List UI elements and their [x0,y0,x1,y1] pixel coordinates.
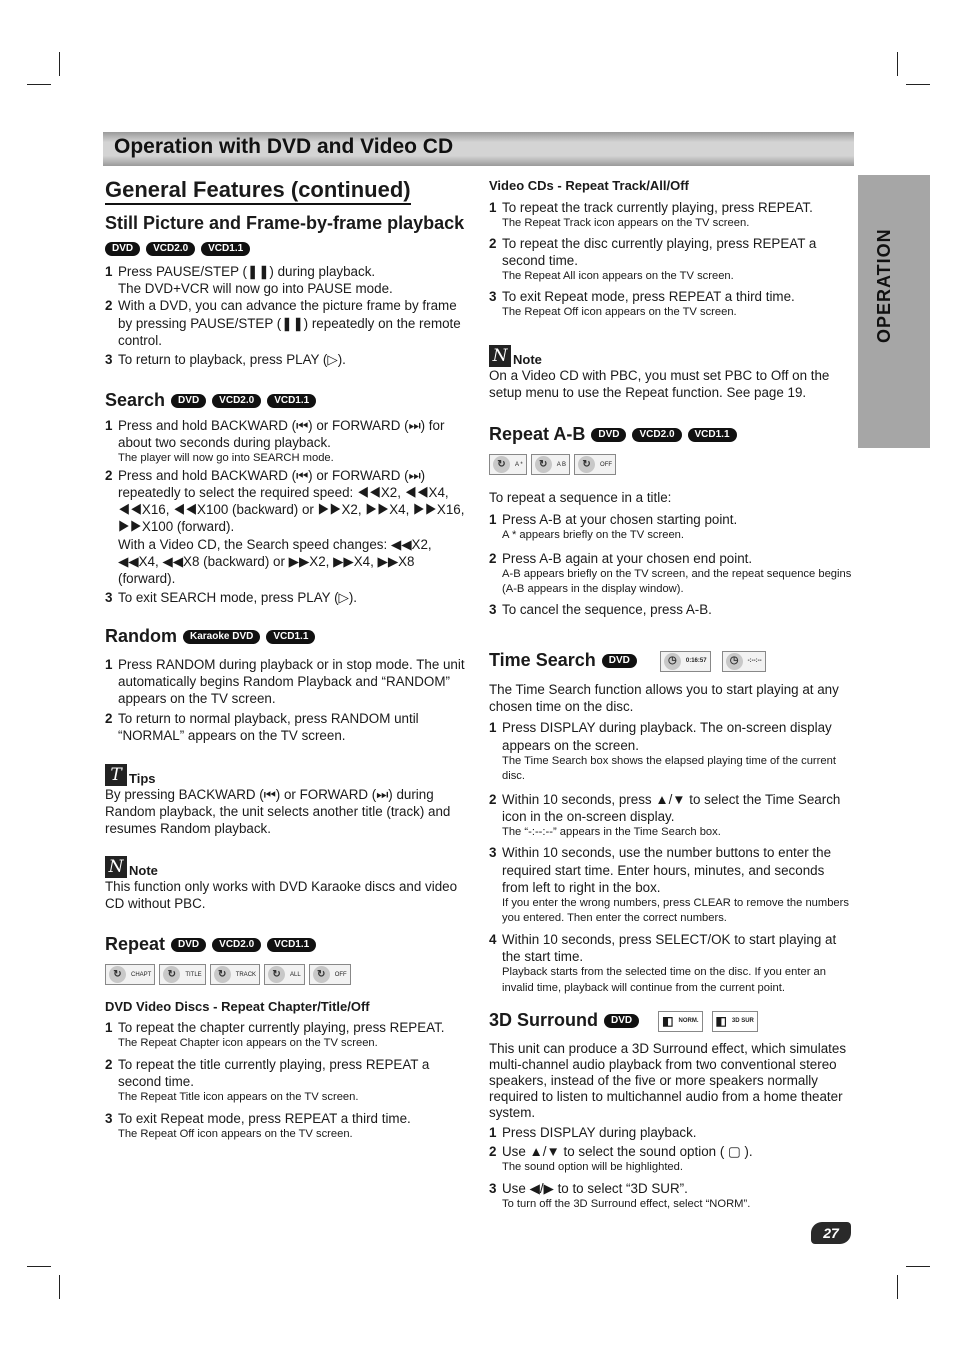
note-text: This function only works with DVD Karaoke discs and video CD without PBC. [105,879,458,912]
crop-mark [906,1266,930,1267]
surround-intro: This unit can produce a 3D Surround effect, which simulates multi-channel audio playback from two conventional stereo speakers, instead of the five or more speakers normally required to listen to multichannel audio from a home theater system. [489,1041,847,1120]
note-section [105,856,467,912]
repeat-all-icon: ↻ ALL [264,964,305,985]
repeat-subheading: DVD Video Discs - Repeat Chapter/Title/Off [105,999,370,1014]
crop-mark [59,1275,60,1299]
page-number: 27 [811,1222,851,1244]
step-text: To repeat the disc currently playing, press REPEAT a second time. [502,235,817,269]
badge-vcd11: VCD1.1 [688,428,737,442]
surround-heading: 3D Surround [489,1010,599,1030]
repeat-ab-icon: ↻ A B [531,454,570,475]
step-note: The “-:--:--” appears in the Time Search box. [502,826,721,839]
side-tab-label: OPERATION [874,228,894,343]
step-text: Within 10 seconds, use the number buttons to enter the required start time. Enter hours, minutes, and seconds from left to right in the box. [502,845,832,895]
step-text: To return to playback, press PLAY (▷). [118,352,346,368]
step-note: To turn off the 3D Surround effect, select “NORM”. [502,1198,751,1211]
repeat-chapter-icon: ↻ CHAPT [105,964,155,985]
badge-dvd: DVD [171,394,206,408]
step-note: A * appears briefly on the TV screen. [502,529,685,542]
note-section [489,345,854,401]
step-text: Within 10 seconds, press SELECT/OK to start playing at the start time. [502,931,837,965]
badge-vcd11: VCD1.1 [201,242,250,256]
step-number: 3 [105,352,113,368]
step-text: Use ▲/▼ to select the sound option ( ▢ ). [502,1144,753,1160]
search-heading: Search [105,390,166,410]
crop-mark [59,52,60,76]
step-text: To cancel the sequence, press A-B. [502,601,712,617]
step-text: To exit SEARCH mode, press PLAY (▷). [118,590,358,606]
step-note: The Repeat All icon appears on the TV screen. [502,270,734,283]
random-section: Random Karaoke DVD VCD1.1 1 Press RANDOM during playback or in stop mode. The unit automatically begins Random Playback and “RANDOM” appears on the TV screen. 2 To return to normal playback, press RANDOM until “NORMAL” appears on the TV screen. [105,624,467,744]
clock-icon: ◷ 0:16:57 [660,651,711,672]
step-text: The DVD+VCR will now go into PAUSE mode. [118,281,393,297]
repeat-track-icon: ↻ TRACK [210,964,260,985]
tips-icon: T [105,764,127,786]
step-text: Press and hold BACKWARD (⏮) or FORWARD (⏭) repeatedly to select the required speed: ◀◀X2, ◀◀X4, ◀◀X16, ◀◀X100 (backward) or ▶▶X2, ▶▶X4, ▶▶X16, ▶▶X100 (forward). [118,467,465,535]
crop-mark [906,84,930,85]
search-section: Search DVD VCD2.0 VCD1.1 1 Press and hold BACKWARD (⏮) or FORWARD (⏭) for about two seconds during playback. The player will now go into SEARCH mode. 2 Press and hold BACKWARD (⏮) or FORWARD (⏭) repeatedly to select the required speed: ◀◀X2, ◀◀X4, ◀◀X16, ◀◀X100 (backward) or ▶▶X2, ▶▶X4, ▶▶X16, ▶▶X100 (forward). With a Video CD, the Search speed changes: ◀◀X2, ◀◀X4, ◀◀X8 (backward) or ▶▶X2, ▶▶X4, ▶▶X8 (forward). 3 To exit SEARCH mode, press PLAY (▷). [105,388,467,606]
step-text: To repeat the track currently playing, press REPEAT. [502,200,813,216]
badge-dvd: DVD [591,428,626,442]
left-column [105,177,467,205]
time-search-section: Time Search DVD ◷ 0:16:57 ◷ -:--:-- The Time Search function allows you to start playing at any chosen time on the disc. 1 Press DISPLAY during playback. The on-screen display appears on the screen. The Time Search box shows the elapsed playing time of the current disc. 2 Within 10 seconds, press ▲/▼ to select the Time Search icon in the on-screen display. The “-:--:--” appears in the Time Search box. 3 Within 10 seconds, use the number buttons to enter the required start time. Enter hours, minutes, and seconds from left to right in the box. If you enter the wrong numbers, press CLEAR to remove the numbers you entered. Then enter the correct numbers. 4 Within 10 seconds, press SELECT/OK to start playing at the start time. Playback starts from the selected time on the disc. If you enter an invalid time, playback will continue from the current point. [489,648,854,996]
step-number: 2 [105,298,113,314]
crop-mark [897,52,898,76]
step-text: With a Video CD, the Search speed changes: ◀◀X2, ◀◀X4, ◀◀X8 (backward) or ▶▶X2, ▶▶X4, ▶▶X8 (forward). [118,536,432,587]
repeat-ab-section: Repeat A-B DVD VCD2.0 VCD1.1 ↻ A * ↻ A B ↻ OFF To repeat a sequence in a title: 1 Press A-B at your chosen starting point. A * appears briefly on the TV screen. 2 Press A-B again at your chosen end point. A-B appears briefly on the TV screen, and the repeat sequence begins (A-B appears in the display window). 3 To cancel the sequence, press A-B. [489,422,854,618]
repeat-ab-heading: Repeat A-B [489,424,586,444]
step-note: The Repeat Off icon appears on the TV screen. [118,1127,353,1140]
step-note: If you enter the wrong numbers, press CLEAR to remove the numbers you entered. Then enter the correct numbers. [502,897,849,925]
step-note: The Repeat Chapter icon appears on the TV screen. [118,1037,378,1050]
step-number: 1 [105,264,113,279]
badge-vcd20: VCD2.0 [146,242,195,256]
tips-section [105,764,467,838]
tips-label: Tips [129,771,156,786]
still-heading: Still Picture and Frame-by-frame playback [105,213,465,233]
step-text: To return to normal playback, press RANDOM until “NORMAL” appears on the TV screen. [118,710,419,743]
step-note: The Repeat Off icon appears on the TV screen. [502,305,737,318]
repeat-title-icon: ↻ TITLE [159,964,205,985]
badge-vcd20: VCD2.0 [632,428,681,442]
vcd-subheading: Video CDs - Repeat Track/All/Off [489,178,689,193]
badge-karaoke-dvd: Karaoke DVD [183,630,260,644]
step-note: The player will now go into SEARCH mode. [118,452,334,465]
badge-dvd: DVD [105,242,140,256]
speaker-icon: ◧ 3D SUR [712,1011,758,1032]
crop-mark [27,84,51,85]
step-text: Press DISPLAY during playback. [502,1125,697,1140]
step-text: To repeat the chapter currently playing, press REPEAT. [118,1020,445,1036]
repeat-off-icon: ↻ OFF [309,964,351,985]
step-text: Press A-B again at your chosen end point. [502,550,753,566]
badge-vcd11: VCD1.1 [267,394,316,408]
crop-mark [27,1266,51,1267]
repeat-section: Repeat DVD VCD2.0 VCD1.1 ↻ CHAPT ↻ TITLE ↻ TRACK ↻ ALL ↻ OFF DVD Video Discs - Repeat Chapter/Title/Off 1 To repeat the chapter currently playing, press REPEAT. The Repeat Chapter icon appears on the TV screen. 2 To repeat the title currently playing, press REPEAT a second time. The Repeat Title icon appears on the TV screen. 3 To exit Repeat mode, press REPEAT a third time. The Repeat Off icon appears on the TV screen. [105,932,467,1142]
vcd-repeat-section: Video CDs - Repeat Track/All/Off 1 To repeat the track currently playing, press REPEAT. The Repeat Track icon appears on the TV screen. 2 To repeat the disc currently playing, press REPEAT a second time. The Repeat All icon appears on the TV screen. 3 To exit Repeat mode, press REPEAT a third time. The Repeat Off icon appears on the TV screen. [489,177,854,320]
step-note: The Time Search box shows the elapsed playing time of the current disc. [502,754,836,783]
note-label: Note [513,352,542,367]
badge-dvd: DVD [171,938,206,952]
note-icon: N [105,856,127,878]
repeat-heading: Repeat [105,934,166,954]
step-note: The Repeat Title icon appears on the TV screen. [118,1091,359,1104]
clock-icon: ◷ -:--:-- [722,651,766,672]
section-header-title: Operation with DVD and Video CD [114,135,454,158]
step-text: Press A-B at your chosen starting point. [502,512,738,528]
step-text: Press PAUSE/STEP (❚❚) during playback. [118,264,376,279]
crop-mark [897,1275,898,1299]
repeat-off-icon: ↻ OFF [574,454,616,475]
repeat-a-icon: ↻ A * [489,454,527,475]
tips-text: By pressing BACKWARD (⏮) or FORWARD (⏭) during Random playback, the unit selects another title (track) and resumes Random playback. [105,787,451,837]
side-tab [858,175,930,448]
badge-vcd11: VCD1.1 [267,938,316,952]
step-text: Press DISPLAY during playback. The on-screen display appears on the screen. [502,720,832,753]
step-text: Within 10 seconds, press ▲/▼ to select the Time Search icon in the on-screen display. [502,791,841,824]
step-text: With a DVD, you can advance the picture frame by frame by pressing PAUSE/STEP (❚❚) repeatedly on the remote control. [118,298,461,348]
step-text: Press RANDOM during playback or in stop mode. The unit automatically begins Random Playback and “RANDOM” appears on the TV screen. [118,657,465,707]
ab-intro: To repeat a sequence in a title: [489,490,672,505]
speaker-icon: ◧ NORM. [658,1011,702,1032]
step-text: To exit Repeat mode, press REPEAT a third time. [118,1110,411,1126]
section-header-bar [103,132,854,166]
random-heading: Random [105,626,177,646]
time-intro: The Time Search function allows you to start playing at any chosen time on the disc. [489,682,839,715]
time-search-heading: Time Search [489,650,596,670]
step-note: The sound option will be highlighted. [502,1161,683,1174]
note-label: Note [129,863,158,878]
badge-dvd: DVD [602,654,637,668]
badge-dvd: DVD [604,1014,639,1028]
still-picture-section [105,212,467,368]
step-text: To exit Repeat mode, press REPEAT a third time. [502,288,795,304]
surround-section: 3D Surround DVD ◧ NORM. ◧ 3D SUR This unit can produce a 3D Surround effect, which simulates multi-channel audio playback from two conventional stereo speakers, instead of the five or more speakers normally required to listen to multichannel audio from a home theater system. 1 Press DISPLAY during playback. 2 Use ▲/▼ to select the sound option ( ▢ ). The sound option will be highlighted. 3 Use ◀/▶ to to select “3D SUR”. To turn off the 3D Surround effect, select “NORM”. [489,1008,854,1212]
step-note: A-B appears briefly on the TV screen, and the repeat sequence begins (A-B appears in the display window). [502,568,852,596]
badge-vcd11: VCD1.1 [266,630,315,644]
note-text: On a Video CD with PBC, you must set PBC to Off on the setup menu to use the Repeat function. See page 19. [489,368,830,401]
note-icon: N [489,345,511,367]
badge-vcd20: VCD2.0 [212,394,261,408]
badge-vcd20: VCD2.0 [212,938,261,952]
step-text: Press and hold BACKWARD (⏮) or FORWARD (⏭) for about two seconds during playback. [118,418,445,451]
step-text: To repeat the title currently playing, press REPEAT a second time. [118,1056,430,1090]
step-note: Playback starts from the selected time on the disc. If you enter an invalid time, playback will continue from the current point. [502,966,826,994]
step-text: Use ◀/▶ to to select “3D SUR”. [502,1180,688,1196]
step-note: The Repeat Track icon appears on the TV screen. [502,217,750,230]
page-title: General Features (continued) [105,177,411,205]
